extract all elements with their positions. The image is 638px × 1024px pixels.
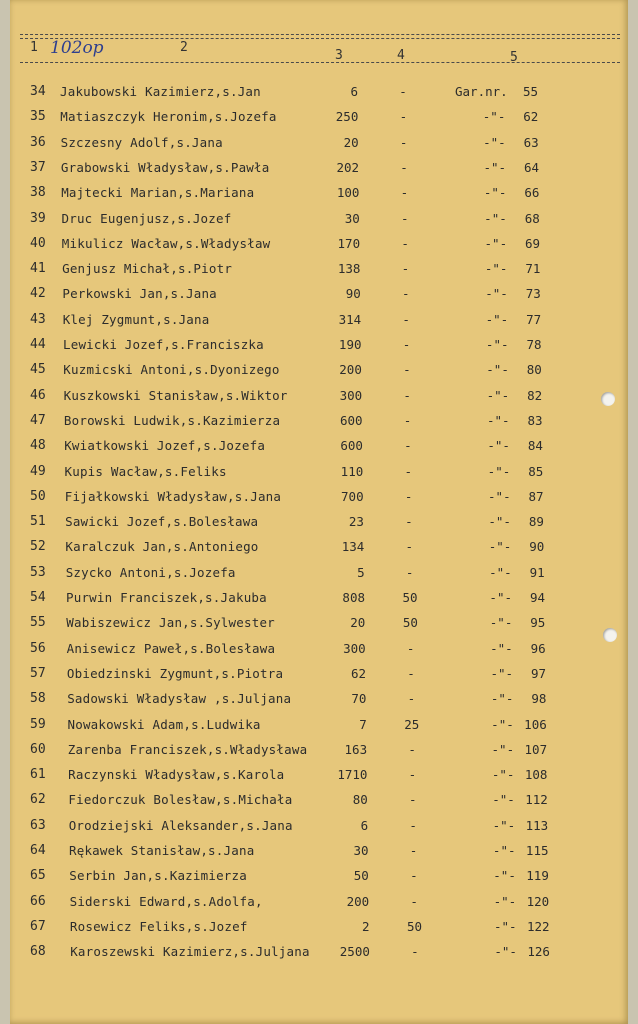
row-name: Rękawek Stanisław,s.Jana bbox=[69, 843, 255, 858]
row-ref-number: 98 bbox=[531, 691, 547, 707]
row-ref-number: 95 bbox=[530, 615, 546, 631]
row-number: 66 bbox=[30, 893, 46, 909]
row-ref-number: 106 bbox=[524, 716, 547, 732]
row-amount: 300 bbox=[343, 640, 366, 656]
row-name: Grabowski Władysław,s.Pawła bbox=[60, 159, 270, 175]
row-amount: 100 bbox=[336, 185, 360, 201]
row-ref-number: 80 bbox=[526, 362, 542, 378]
row-amount: 134 bbox=[341, 539, 365, 555]
row-ref-number: 84 bbox=[527, 438, 543, 454]
table-row bbox=[0, 489, 620, 514]
row-col4: - bbox=[406, 640, 415, 656]
header-rule-top bbox=[20, 34, 620, 35]
row-amount: 170 bbox=[337, 235, 361, 251]
row-amount: 5 bbox=[357, 564, 365, 580]
row-ref-number: 115 bbox=[525, 843, 549, 858]
row-amount: 300 bbox=[339, 387, 363, 403]
row-ditto: -"- bbox=[491, 716, 514, 732]
row-number: 46 bbox=[30, 387, 46, 403]
table-row bbox=[0, 160, 620, 185]
row-col4: - bbox=[401, 261, 410, 277]
row-name: Raczynski Władysław,s.Karola bbox=[68, 767, 285, 783]
row-ditto: -"- bbox=[486, 387, 510, 403]
row-ref-number: 97 bbox=[530, 665, 547, 681]
table-row bbox=[0, 438, 620, 463]
table-row bbox=[0, 615, 620, 640]
row-ref-number: 69 bbox=[525, 235, 541, 251]
row-name: Jakubowski Kazimierz,s.Jan bbox=[60, 84, 261, 99]
row-ref-number: 90 bbox=[529, 539, 545, 555]
row-name: Siderski Edward,s.Adolfa, bbox=[69, 893, 263, 909]
row-ref-number: 108 bbox=[524, 767, 548, 783]
row-ditto: Gar.nr. bbox=[455, 84, 508, 99]
row-col4: - bbox=[408, 767, 417, 783]
row-name: Nowakowski Adam,s.Ludwika bbox=[67, 716, 261, 732]
header-rule-top-2 bbox=[20, 38, 620, 39]
row-name: Kuzmicski Antoni,s.Dyonizego bbox=[63, 362, 280, 378]
row-ref-number: 85 bbox=[528, 463, 544, 479]
row-ditto: -"- bbox=[487, 463, 511, 479]
row-number: 51 bbox=[30, 514, 46, 530]
row-name: Borowski Ludwik,s.Kazimierza bbox=[63, 412, 281, 428]
row-amount: 314 bbox=[338, 311, 362, 327]
row-col4: - bbox=[402, 286, 410, 302]
row-amount: 2500 bbox=[339, 944, 370, 960]
row-ditto: -"- bbox=[485, 337, 509, 352]
row-ref-number: 87 bbox=[528, 488, 544, 504]
row-amount: 600 bbox=[340, 438, 363, 454]
row-col4: - bbox=[409, 843, 418, 858]
row-col4: - bbox=[409, 792, 417, 808]
row-ref-number: 83 bbox=[527, 412, 543, 428]
row-number: 43 bbox=[30, 311, 46, 327]
row-number: 56 bbox=[30, 640, 46, 656]
row-ref-number: 119 bbox=[526, 868, 549, 884]
row-ditto: -"- bbox=[492, 792, 515, 808]
row-ditto: -"- bbox=[483, 134, 506, 150]
row-ditto: -"- bbox=[483, 159, 507, 175]
row-number: 48 bbox=[30, 438, 46, 454]
row-name: Klej Zygmunt,s.Jana bbox=[62, 311, 210, 327]
table-row bbox=[0, 742, 620, 767]
row-name: Fiedorczuk Bolesław,s.Michała bbox=[68, 792, 293, 808]
row-col4: 50 bbox=[402, 590, 418, 605]
row-ditto: -"- bbox=[489, 615, 513, 631]
row-name: Anisewicz Paweł,s.Bolesława bbox=[66, 640, 276, 656]
row-name: Obiedzinski Zygmunt,s.Piotra bbox=[66, 665, 284, 681]
row-col4: - bbox=[405, 539, 414, 555]
row-col4: 50 bbox=[407, 918, 423, 934]
row-ditto: -"- bbox=[492, 843, 516, 858]
row-col4: - bbox=[410, 868, 418, 884]
row-amount: 200 bbox=[339, 362, 362, 378]
row-ref-number: 66 bbox=[524, 185, 540, 201]
row-name: Majtecki Marian,s.Mariana bbox=[61, 185, 255, 201]
table-row bbox=[0, 337, 620, 362]
header-col3: 3 bbox=[335, 48, 343, 63]
header-rule-bottom bbox=[20, 62, 620, 63]
table-row bbox=[0, 818, 620, 843]
table-row bbox=[0, 362, 620, 387]
row-name: Kwiatkowski Jozef,s.Jozefa bbox=[64, 438, 266, 454]
row-amount: 20 bbox=[343, 134, 359, 150]
row-ditto: -"- bbox=[493, 893, 517, 909]
table-row bbox=[0, 185, 620, 210]
row-number: 67 bbox=[30, 918, 46, 934]
row-ditto: -"- bbox=[493, 918, 517, 934]
table-row bbox=[0, 666, 620, 691]
row-number: 52 bbox=[30, 539, 46, 555]
table-row bbox=[0, 792, 620, 817]
row-number: 58 bbox=[30, 691, 46, 707]
row-number: 41 bbox=[30, 261, 46, 277]
row-amount: 2 bbox=[362, 918, 370, 934]
row-name: Kupis Wacław,s.Feliks bbox=[64, 463, 227, 479]
table-row bbox=[0, 261, 620, 286]
row-number: 34 bbox=[30, 84, 46, 99]
row-col4: - bbox=[400, 210, 409, 226]
row-col4: 25 bbox=[404, 716, 420, 732]
row-amount: 808 bbox=[342, 590, 365, 605]
row-name: Kuszkowski Stanisław,s.Wiktor bbox=[63, 387, 288, 403]
table-row bbox=[0, 312, 620, 337]
row-number: 47 bbox=[30, 412, 46, 428]
row-col4: - bbox=[405, 564, 414, 580]
table-row bbox=[0, 388, 620, 413]
row-ditto: -"- bbox=[487, 438, 510, 454]
row-amount: 1710 bbox=[337, 767, 368, 783]
row-ref-number: 113 bbox=[525, 817, 549, 833]
row-ref-number: 77 bbox=[526, 311, 542, 327]
row-ditto: -"- bbox=[490, 665, 514, 681]
row-number: 54 bbox=[30, 590, 46, 605]
row-amount: 200 bbox=[346, 893, 370, 909]
row-col4: - bbox=[402, 311, 410, 327]
row-ditto: -"- bbox=[492, 817, 516, 833]
row-amount: 138 bbox=[337, 261, 361, 277]
row-ditto: -"- bbox=[494, 944, 517, 960]
row-amount: 50 bbox=[353, 868, 369, 884]
header-col1: 1 bbox=[30, 40, 38, 55]
row-number: 49 bbox=[30, 463, 46, 479]
row-col4: - bbox=[404, 438, 412, 454]
header-col4: 4 bbox=[397, 48, 405, 63]
row-ditto: -"- bbox=[486, 362, 509, 378]
row-ditto: -"- bbox=[484, 261, 508, 277]
row-name: Szycko Antoni,s.Jozefa bbox=[65, 564, 236, 580]
table-row bbox=[0, 84, 620, 109]
row-ref-number: 78 bbox=[526, 337, 542, 352]
row-col4: - bbox=[401, 235, 409, 251]
row-ref-number: 107 bbox=[524, 741, 548, 757]
row-ref-number: 55 bbox=[522, 84, 538, 99]
row-col4: - bbox=[403, 362, 411, 378]
row-name: Fijałkowski Władysław,s.Jana bbox=[64, 488, 282, 504]
table-row bbox=[0, 919, 620, 944]
row-amount: 80 bbox=[352, 792, 368, 808]
row-name: Karalczuk Jan,s.Antoniego bbox=[65, 539, 259, 555]
row-amount: 62 bbox=[350, 665, 367, 681]
table-row bbox=[0, 641, 620, 666]
row-number: 61 bbox=[30, 767, 46, 783]
row-number: 45 bbox=[30, 362, 46, 378]
row-ditto: -"- bbox=[491, 741, 515, 757]
row-number: 64 bbox=[30, 843, 46, 858]
row-ref-number: 73 bbox=[525, 286, 541, 302]
row-number: 42 bbox=[30, 286, 46, 302]
row-number: 65 bbox=[30, 868, 46, 884]
row-name: Wabiszewicz Jan,s.Sylwester bbox=[66, 615, 275, 631]
table-row bbox=[0, 894, 620, 919]
row-name: Szczesny Adolf,s.Jana bbox=[60, 134, 223, 150]
row-col4: - bbox=[409, 817, 417, 833]
row-name: Mikulicz Wacław,s.Władysław bbox=[61, 235, 271, 251]
row-number: 37 bbox=[30, 159, 46, 175]
row-number: 68 bbox=[30, 944, 46, 960]
row-ditto: -"- bbox=[482, 109, 506, 125]
table-row bbox=[0, 413, 620, 438]
table-row bbox=[0, 109, 620, 134]
row-col4: - bbox=[400, 185, 409, 201]
table-row bbox=[0, 211, 620, 236]
row-ref-number: 120 bbox=[526, 893, 550, 909]
row-amount: 6 bbox=[350, 84, 358, 99]
row-ref-number: 112 bbox=[525, 792, 548, 808]
row-name: Serbin Jan,s.Kazimierza bbox=[69, 868, 247, 884]
row-number: 36 bbox=[30, 134, 46, 150]
row-ref-number: 91 bbox=[529, 564, 545, 580]
row-number: 39 bbox=[30, 210, 46, 226]
row-ref-number: 89 bbox=[528, 514, 544, 530]
row-amount: 110 bbox=[340, 463, 364, 479]
row-number: 35 bbox=[30, 109, 46, 125]
row-col4: 50 bbox=[402, 615, 418, 631]
row-col4: - bbox=[404, 463, 413, 479]
row-col4: - bbox=[399, 109, 408, 125]
row-amount: 70 bbox=[351, 691, 367, 707]
row-col4: - bbox=[404, 488, 413, 504]
punch-hole-upper bbox=[601, 392, 615, 406]
row-number: 40 bbox=[30, 235, 46, 251]
table-row bbox=[0, 590, 620, 615]
header-col2: 2 bbox=[180, 40, 188, 55]
row-ditto: -"- bbox=[493, 868, 516, 884]
row-name: Karoszewski Kazimierz,s.Juljana bbox=[70, 944, 310, 960]
row-col4: - bbox=[410, 893, 418, 909]
row-amount: 600 bbox=[339, 412, 363, 428]
row-amount: 30 bbox=[353, 843, 369, 858]
row-amount: 6 bbox=[360, 817, 369, 833]
row-amount: 90 bbox=[345, 286, 361, 302]
table-row bbox=[0, 565, 620, 590]
row-ditto: -"- bbox=[483, 185, 507, 201]
row-ditto: -"- bbox=[484, 210, 507, 226]
row-number: 59 bbox=[30, 716, 46, 732]
row-ditto: -"- bbox=[488, 514, 511, 530]
row-name: Zarenba Franciszek,s.Władysława bbox=[67, 741, 308, 757]
row-col4: - bbox=[403, 412, 412, 428]
row-number: 62 bbox=[30, 792, 46, 808]
table-row bbox=[0, 843, 620, 868]
row-ditto: -"- bbox=[489, 590, 512, 605]
punch-hole-lower bbox=[603, 628, 617, 642]
row-name: Matiaszczyk Heronim,s.Jozefa bbox=[60, 109, 277, 125]
row-col4: - bbox=[399, 134, 408, 150]
row-ditto: -"- bbox=[491, 767, 515, 783]
row-ditto: -"- bbox=[484, 235, 508, 251]
row-amount: 202 bbox=[336, 159, 360, 175]
row-amount: 190 bbox=[338, 337, 362, 352]
row-number: 53 bbox=[30, 564, 46, 580]
row-col4: - bbox=[407, 665, 415, 681]
row-col4: - bbox=[408, 741, 416, 757]
row-number: 44 bbox=[30, 337, 46, 352]
row-col4: - bbox=[403, 387, 411, 403]
table-row bbox=[0, 236, 620, 261]
row-ref-number: 63 bbox=[523, 134, 539, 150]
row-number: 60 bbox=[30, 741, 46, 757]
row-ref-number: 64 bbox=[523, 159, 540, 175]
table-row bbox=[0, 868, 620, 893]
table-row bbox=[0, 135, 620, 160]
row-col4: - bbox=[405, 514, 413, 530]
row-number: 50 bbox=[30, 488, 46, 504]
row-col4: - bbox=[400, 159, 408, 175]
row-name: Lewicki Jozef,s.Franciszka bbox=[63, 337, 264, 352]
table-row bbox=[0, 539, 620, 564]
table-row bbox=[0, 286, 620, 311]
row-col4: - bbox=[402, 337, 411, 352]
row-ref-number: 94 bbox=[529, 590, 545, 605]
row-amount: 23 bbox=[348, 514, 364, 530]
row-ditto: -"- bbox=[490, 691, 514, 707]
table-row bbox=[0, 717, 620, 742]
row-ref-number: 122 bbox=[526, 918, 550, 934]
row-number: 63 bbox=[30, 817, 46, 833]
row-name: Druc Eugenjusz,s.Jozef bbox=[61, 210, 232, 226]
row-ditto: -"- bbox=[486, 412, 510, 428]
row-amount: 20 bbox=[350, 615, 366, 631]
row-name: Perkowski Jan,s.Jana bbox=[62, 286, 217, 302]
row-ditto: -"- bbox=[488, 539, 512, 555]
row-amount: 163 bbox=[344, 741, 368, 757]
row-name: Genjusz Michał,s.Piotr bbox=[62, 261, 233, 277]
row-number: 38 bbox=[30, 185, 46, 201]
table-row bbox=[0, 944, 620, 969]
row-ref-number: 71 bbox=[525, 261, 541, 277]
row-ref-number: 62 bbox=[523, 109, 539, 125]
row-col4: - bbox=[399, 84, 407, 99]
header-col5: 5 bbox=[510, 50, 518, 65]
row-ditto: -"- bbox=[489, 564, 512, 580]
row-ref-number: 82 bbox=[527, 387, 543, 403]
row-ditto: -"- bbox=[485, 286, 508, 302]
row-name: Purwin Franciszek,s.Jakuba bbox=[66, 590, 267, 605]
row-amount: 700 bbox=[341, 488, 364, 504]
row-ref-number: 126 bbox=[527, 944, 550, 960]
row-ref-number: 68 bbox=[524, 210, 540, 226]
handwritten-note: 102op bbox=[50, 38, 104, 58]
row-col4: - bbox=[411, 944, 419, 960]
table-row bbox=[0, 464, 620, 489]
row-amount: 250 bbox=[335, 109, 359, 125]
row-ditto: -"- bbox=[488, 488, 511, 504]
table-row bbox=[0, 691, 620, 716]
row-name: Orodziejski Aleksander,s.Jana bbox=[68, 817, 293, 833]
row-name: Rosewicz Feliks,s.Jozef bbox=[69, 918, 248, 934]
row-ref-number: 96 bbox=[530, 640, 546, 656]
row-col4: - bbox=[407, 691, 416, 707]
row-name: Sadowski Władysław ,s.Juljana bbox=[67, 691, 292, 707]
row-amount: 7 bbox=[359, 716, 367, 732]
row-number: 57 bbox=[30, 665, 46, 681]
row-number: 55 bbox=[30, 615, 46, 631]
row-ditto: -"- bbox=[485, 311, 509, 327]
row-amount: 30 bbox=[344, 210, 360, 226]
table-row bbox=[0, 514, 620, 539]
table-row bbox=[0, 767, 620, 792]
row-ditto: -"- bbox=[490, 640, 513, 656]
row-name: Sawicki Jozef,s.Bolesława bbox=[65, 514, 259, 530]
